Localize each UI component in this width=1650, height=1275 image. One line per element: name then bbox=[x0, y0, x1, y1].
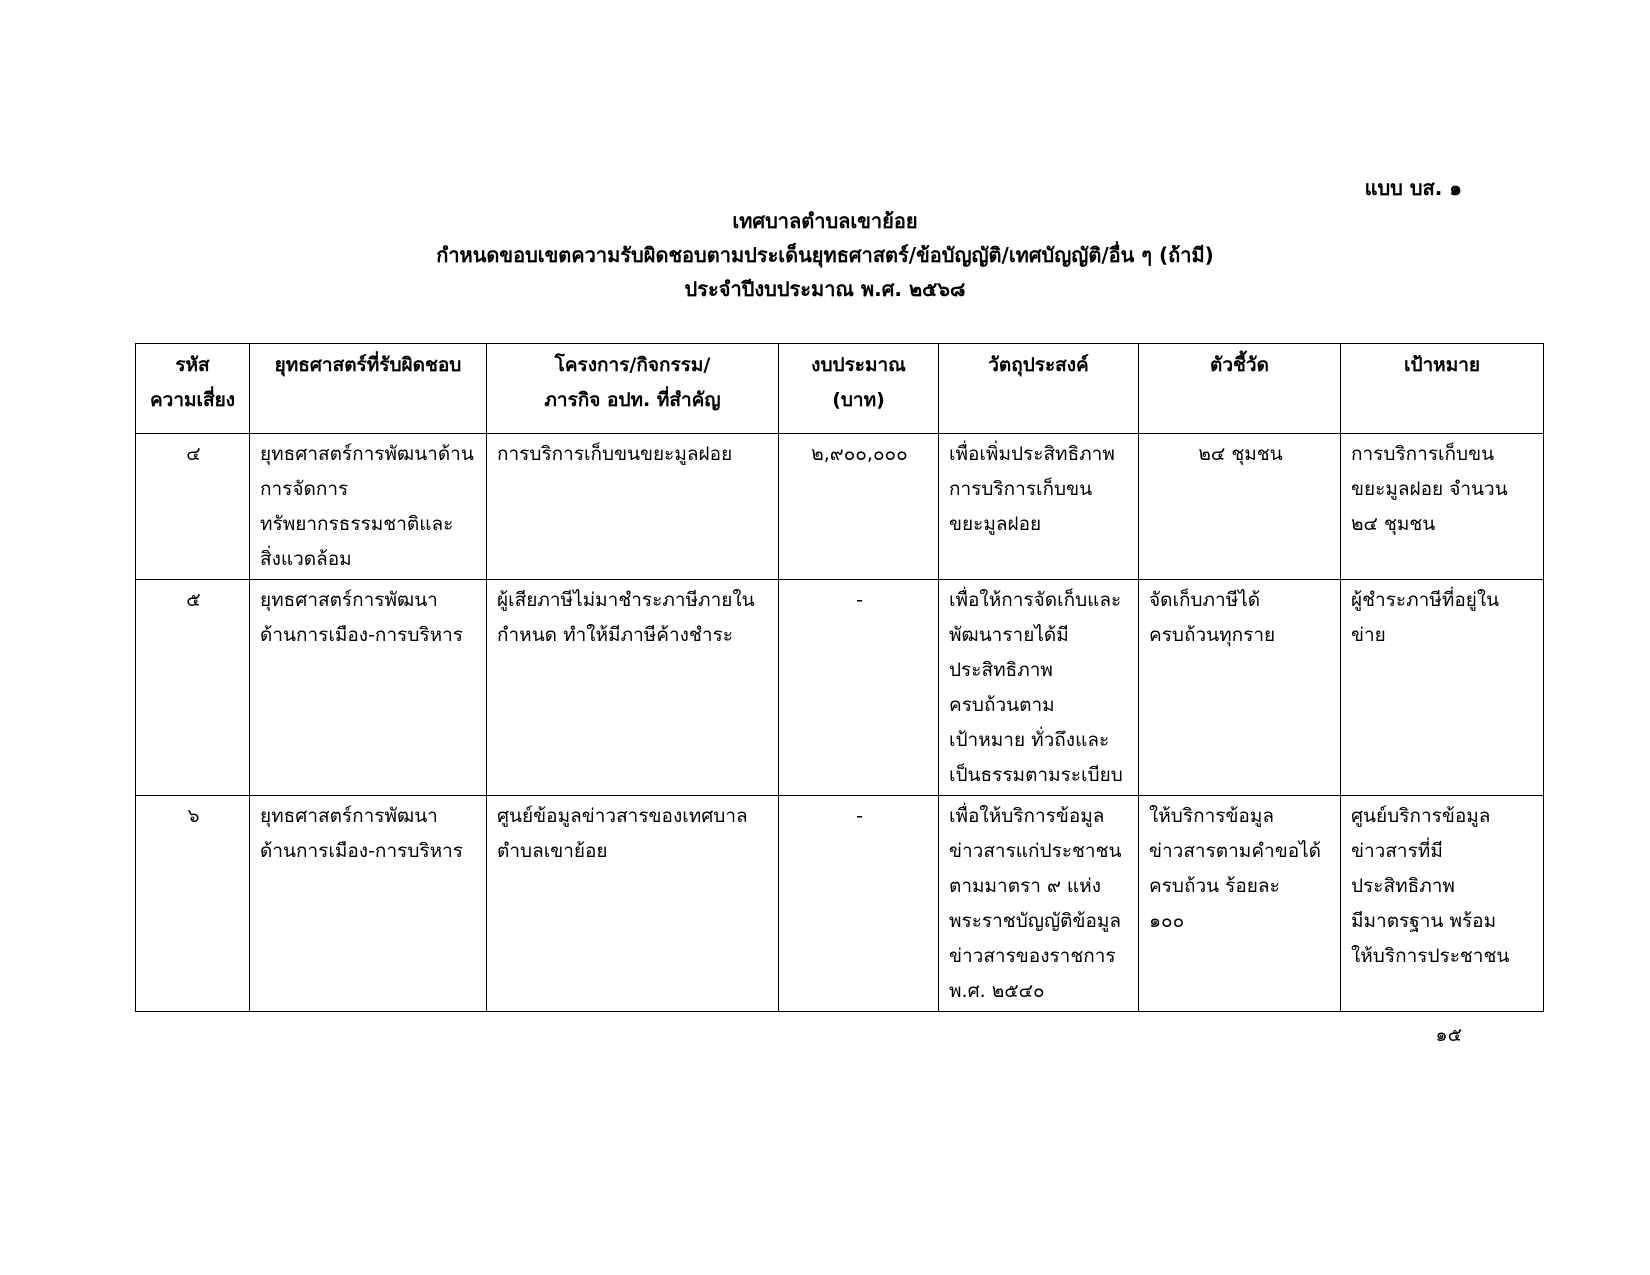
document-subject: กำหนดขอบเขตความรับผิดชอบตามประเด็นยุทธศาสตร์/ข้อบัญญัติ/เทศบัญญัติ/อื่น ๆ (ถ้ามี) bbox=[436, 243, 1214, 267]
cell-text: กำหนด ทำให้มีภาษีค้างชำระ bbox=[497, 624, 733, 646]
risk-code-cell bbox=[136, 580, 250, 796]
indicator-cell bbox=[1139, 580, 1341, 796]
budget-cell bbox=[779, 796, 939, 1012]
cell-text: ด้านการเมือง-การบริหาร bbox=[260, 624, 463, 646]
target-cell bbox=[1341, 580, 1544, 796]
cell-text: ข่าวสารของราชการ bbox=[949, 945, 1116, 967]
header-text: (บาท) bbox=[832, 389, 885, 411]
header-row bbox=[136, 344, 1544, 434]
cell-text: ทรัพยากรธรรมชาติและ bbox=[260, 513, 454, 535]
cell-text: ยุทธศาสตร์การพัฒนาด้าน bbox=[260, 443, 474, 465]
header-text: โครงการ/กิจกรรม/ bbox=[554, 354, 711, 376]
strategy-cell bbox=[250, 434, 487, 580]
indicator-cell bbox=[1139, 796, 1341, 1012]
header-text: วัตถุประสงค์ bbox=[988, 354, 1089, 376]
cell-text: ให้บริการข้อมูล bbox=[1149, 805, 1275, 827]
indicator-cell bbox=[1139, 434, 1341, 580]
budget-header bbox=[779, 344, 939, 434]
risk-code-cell bbox=[136, 796, 250, 1012]
cell-text: ประสิทธิภาพ bbox=[949, 659, 1053, 681]
header-text: ยุทธศาสตร์ที่รับผิดชอบ bbox=[274, 354, 462, 376]
table-row bbox=[136, 434, 1544, 580]
cell-text: ๔ bbox=[186, 443, 201, 465]
cell-text: เพื่อให้การจัดเก็บและ bbox=[949, 589, 1122, 611]
cell-text: ตามมาตรา ๙ แห่ง bbox=[949, 875, 1101, 897]
cell-text: ๒,๙๐๐,๐๐๐ bbox=[811, 443, 908, 465]
responsibility-table bbox=[135, 343, 1544, 1012]
budget-cell bbox=[779, 434, 939, 580]
table-row bbox=[136, 796, 1544, 1012]
risk-code-cell bbox=[136, 434, 250, 580]
table-row bbox=[136, 580, 1544, 796]
cell-text: การบริการเก็บขน bbox=[949, 478, 1093, 500]
target-cell bbox=[1341, 796, 1544, 1012]
objective-cell bbox=[939, 434, 1139, 580]
document-title bbox=[0, 204, 1650, 306]
cell-text: ๒๔ ชุมชน bbox=[1198, 443, 1283, 465]
cell-text: ๖ bbox=[187, 805, 200, 827]
strategy-header bbox=[250, 344, 487, 434]
cell-text: เป้าหมาย ทั่วถึงและ bbox=[949, 729, 1110, 751]
cell-text: เพื่อให้บริการข้อมูล bbox=[949, 805, 1105, 827]
cell-text: ขยะมูลฝอย bbox=[949, 513, 1042, 535]
cell-text: พ.ศ. ๒๕๔๐ bbox=[949, 980, 1045, 1002]
strategy-cell bbox=[250, 796, 487, 1012]
cell-text: ข่าย bbox=[1351, 624, 1386, 646]
cell-text: ศูนย์ข้อมูลข่าวสารของเทศบาล bbox=[497, 805, 748, 827]
cell-text: เป็นธรรมตามระเบียบ bbox=[949, 764, 1123, 786]
target-header bbox=[1341, 344, 1544, 434]
cell-text: ศูนย์บริการข้อมูล bbox=[1351, 805, 1491, 827]
project-cell bbox=[487, 796, 779, 1012]
objective-cell bbox=[939, 580, 1139, 796]
cell-text: เพื่อเพิ่มประสิทธิภาพ bbox=[949, 443, 1115, 465]
cell-text: ครบถ้วนตาม bbox=[949, 694, 1055, 716]
page-number: ๑๕ bbox=[1435, 1024, 1462, 1046]
project-cell bbox=[487, 580, 779, 796]
header-text: ความเสี่ยง bbox=[149, 389, 236, 411]
cell-text: ๒๔ ชุมชน bbox=[1351, 513, 1436, 535]
header-text: ตัวชี้วัด bbox=[1210, 354, 1269, 376]
fiscal-year: ประจำปีงบประมาณ พ.ศ. ๒๕๖๘ bbox=[684, 277, 966, 301]
cell-text: ครบถ้วน ร้อยละ bbox=[1149, 875, 1280, 897]
cell-text: ๕ bbox=[186, 589, 201, 611]
cell-text: ตำบลเขาย้อย bbox=[497, 840, 608, 862]
project-header bbox=[487, 344, 779, 434]
cell-text: ๑๐๐ bbox=[1149, 910, 1185, 932]
header-text: รหัส bbox=[175, 354, 210, 376]
objective-cell bbox=[939, 796, 1139, 1012]
cell-text: การบริการเก็บขนขยะมูลฝอย bbox=[497, 443, 733, 465]
org-name: เทศบาลตำบลเขาย้อย bbox=[732, 209, 918, 233]
cell-text: ผู้ชำระภาษีที่อยู่ใน bbox=[1351, 589, 1500, 611]
cell-text: ข่าวสารที่มี bbox=[1351, 840, 1443, 862]
cell-text: ข่าวสารแก่ประชาชน bbox=[949, 840, 1122, 862]
cell-text: ด้านการเมือง-การบริหาร bbox=[260, 840, 463, 862]
budget-cell bbox=[779, 580, 939, 796]
cell-text: ผู้เสียภาษีไม่มาชำระภาษีภายใน bbox=[497, 589, 755, 611]
cell-text: ครบถ้วนทุกราย bbox=[1149, 624, 1276, 646]
header-text: เป้าหมาย bbox=[1403, 354, 1481, 376]
cell-text: ข่าวสารตามคำขอได้ bbox=[1149, 840, 1322, 862]
target-cell bbox=[1341, 434, 1544, 580]
cell-text: ประสิทธิภาพ bbox=[1351, 875, 1455, 897]
cell-text: ยุทธศาสตร์การพัฒนา bbox=[260, 589, 438, 611]
cell-text: - bbox=[856, 805, 863, 827]
strategy-cell bbox=[250, 580, 487, 796]
form-code: แบบ บส. ๑ bbox=[1364, 176, 1462, 200]
cell-text: การจัดการ bbox=[260, 478, 349, 500]
cell-text: สิ่งแวดล้อม bbox=[260, 548, 352, 570]
cell-text: ยุทธศาสตร์การพัฒนา bbox=[260, 805, 438, 827]
project-cell bbox=[487, 434, 779, 580]
header-text: ภารกิจ อปท. ที่สำคัญ bbox=[544, 389, 721, 411]
cell-text: - bbox=[856, 589, 863, 611]
cell-text: ขยะมูลฝอย จำนวน bbox=[1351, 478, 1508, 500]
cell-text: การบริการเก็บขน bbox=[1351, 443, 1495, 465]
indicator-header bbox=[1139, 344, 1341, 434]
cell-text: มีมาตรฐาน พร้อม bbox=[1351, 910, 1497, 932]
cell-text: ให้บริการประชาชน bbox=[1351, 945, 1510, 967]
risk-code-header bbox=[136, 344, 250, 434]
cell-text: จัดเก็บภาษีได้ bbox=[1149, 589, 1261, 611]
cell-text: พระราชบัญญัติข้อมูล bbox=[949, 910, 1122, 932]
objective-header bbox=[939, 344, 1139, 434]
cell-text: พัฒนารายได้มี bbox=[949, 624, 1069, 646]
header-text: งบประมาณ bbox=[811, 354, 906, 376]
